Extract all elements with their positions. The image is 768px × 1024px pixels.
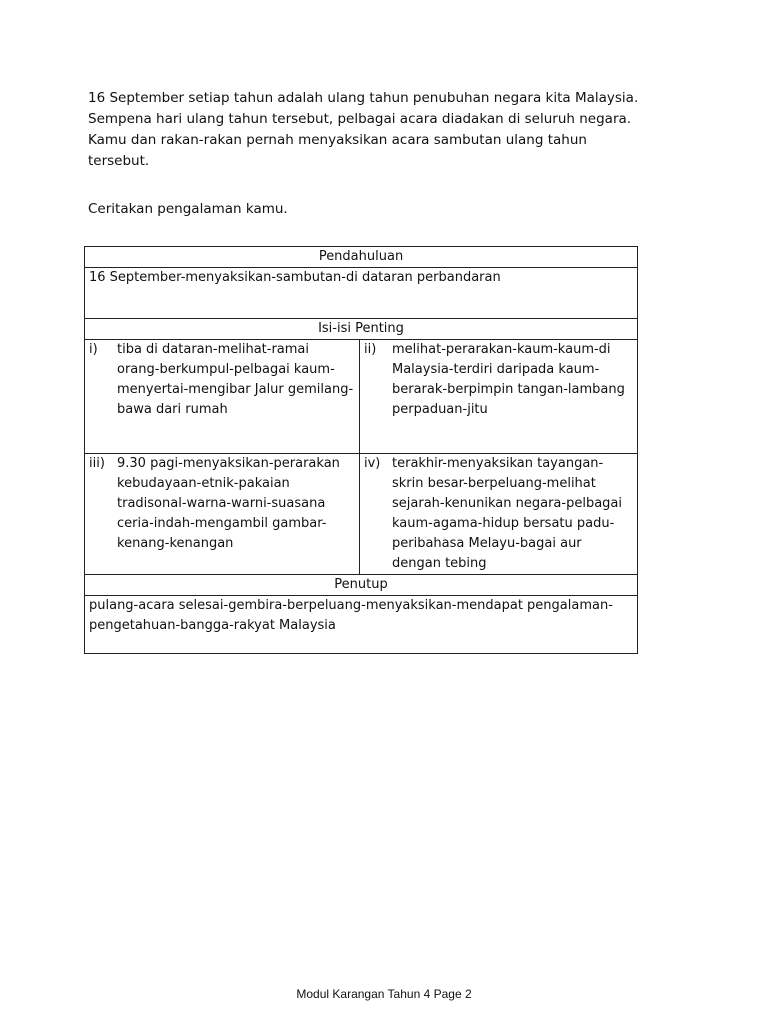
key-points-header: Isi-isi Penting — [85, 319, 638, 340]
key-point-text: terakhir-menyaksikan tayangan-skrin besar-berpeluang-melihat sejarah-kenunikan negara-pelbagai kaum-agama-hidup bersatu padu-peribahasa Melayu-bagai aur dengan tebing — [392, 456, 622, 571]
intro-text: 16 September setiap tahun adalah ulang tahun penubuhan negara kita Malaysia. Sempena hari ulang tahun tersebut, pelbagai acara diadakan di seluruh negara. Kamu dan rakan-rakan pernah menyaksikan acara sambutan ulang tahun tersebut. — [88, 90, 639, 169]
intro-paragraph — [88, 88, 648, 172]
key-point-number: ii) — [364, 342, 377, 357]
essay-outline-table — [84, 246, 638, 654]
key-point-cell — [360, 340, 638, 454]
intro-header: Pendahuluan — [85, 247, 638, 268]
key-point-text: melihat-perarakan-kaum-kaum-di Malaysia-terdiri daripada kaum-berarak-berpimpin tangan-lambang perpaduan-jitu — [392, 342, 625, 417]
key-point-cell — [85, 454, 360, 575]
key-point-text: tiba di dataran-melihat-ramai orang-berkumpul-pelbagai kaum-menyertai-mengibar Jalur gemilang-bawa dari rumah — [117, 342, 354, 417]
key-point-text: 9.30 pagi-menyaksikan-perarakan kebudayaan-etnik-pakaian tradisonal-warna-warni-suasana ceria-indah-mengambil gambar-kenang-kenangan — [117, 456, 340, 551]
key-point-number: i) — [89, 342, 98, 357]
closing-header: Penutup — [85, 575, 638, 596]
closing-content: pulang-acara selesai-gembira-berpeluang-menyaksikan-mendapat pengalaman-pengetahuan-bangga-rakyat Malaysia — [85, 596, 638, 654]
page-footer: Modul Karangan Tahun 4 Page 2 — [296, 987, 472, 1001]
key-point-number: iv) — [364, 456, 381, 471]
key-point-cell — [360, 454, 638, 575]
task-instruction: Ceritakan pengalaman kamu. — [88, 201, 288, 217]
key-point-number: iii) — [89, 456, 105, 471]
key-point-cell — [85, 340, 360, 454]
intro-content: 16 September-menyaksikan-sambutan-di dataran perbandaran — [85, 268, 638, 319]
